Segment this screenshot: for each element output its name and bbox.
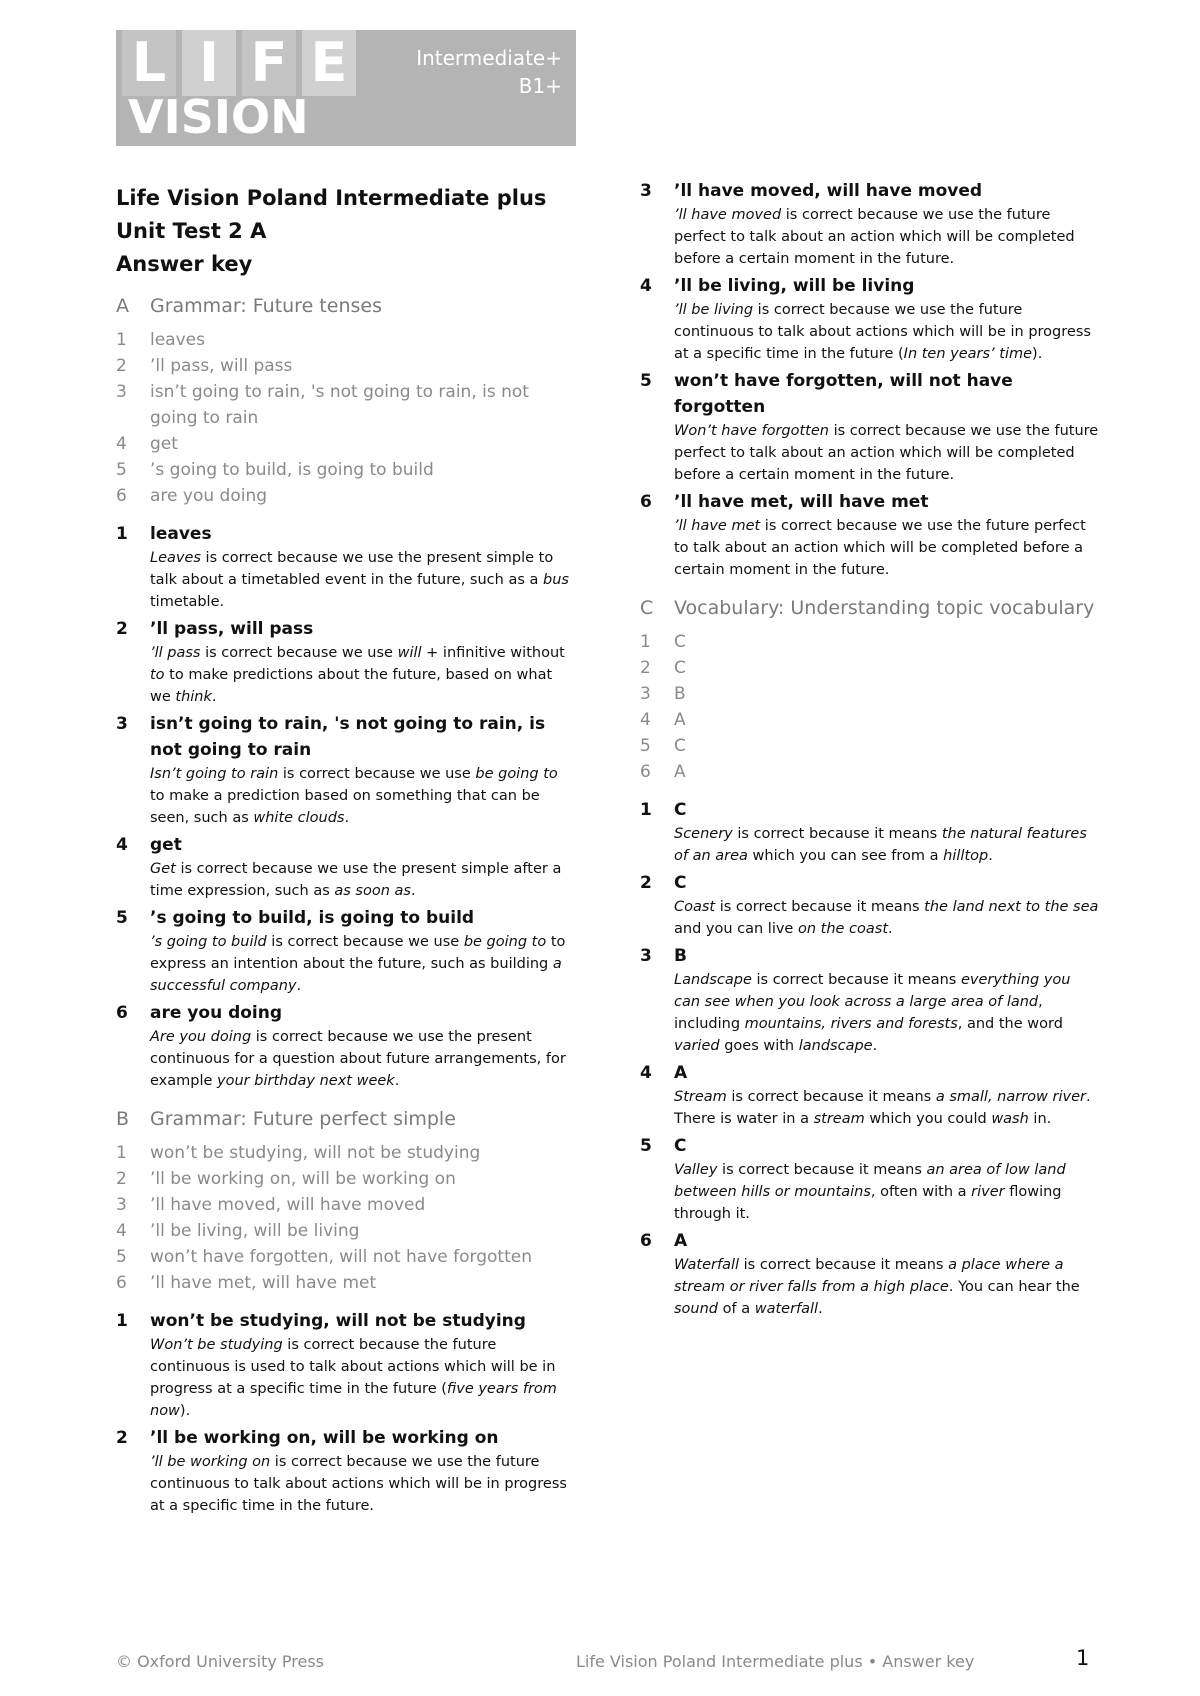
question-number: 4 xyxy=(116,434,127,454)
answer-item xyxy=(116,1308,576,1422)
answer-item xyxy=(640,178,1100,270)
answer-text: ’s going to build, is going to build xyxy=(150,908,475,928)
explanation-text: , including xyxy=(674,994,1043,1032)
answer-text: leaves xyxy=(150,524,212,544)
answer-number: 5 xyxy=(640,371,652,391)
answer-explanation xyxy=(150,1026,576,1092)
question-item xyxy=(640,733,1100,759)
answer-number: 6 xyxy=(640,1231,652,1251)
question-answer: ’ll have moved, will have moved xyxy=(150,1195,426,1215)
answer-body xyxy=(674,943,1100,1057)
answer-body xyxy=(674,870,1100,940)
answer-body xyxy=(674,178,1100,270)
section-a-heading xyxy=(116,289,576,323)
question-item xyxy=(116,431,576,457)
answer-explanation xyxy=(674,1086,1100,1130)
question-item xyxy=(116,1140,576,1166)
italic-term: the land next to the sea xyxy=(924,899,1099,915)
explanation-text: is correct because we use the present continuous for a question about future arrangements, for example xyxy=(150,1029,566,1089)
answer-number: 2 xyxy=(116,619,128,639)
answer-item xyxy=(640,1228,1100,1320)
question-item xyxy=(640,707,1100,733)
explanation-text: is correct because we use xyxy=(200,645,398,661)
italic-term: Get xyxy=(150,861,176,877)
question-item xyxy=(640,759,1100,785)
answer-text: are you doing xyxy=(150,1003,283,1023)
explanation-text: to make predictions about the future, based on what we xyxy=(150,667,553,705)
answer-explanation xyxy=(674,969,1100,1057)
italic-term: Landscape xyxy=(674,972,752,988)
answer-number: 1 xyxy=(640,800,652,820)
answer-body xyxy=(674,1228,1100,1320)
page-number: 1 xyxy=(1076,1646,1090,1670)
question-number: 6 xyxy=(116,486,127,506)
answer-number: 2 xyxy=(116,1428,128,1448)
answer-text: A xyxy=(674,1231,688,1251)
question-item xyxy=(116,1244,576,1270)
answer-number: 6 xyxy=(640,492,652,512)
logo-letter: F xyxy=(242,30,296,96)
question-item xyxy=(640,655,1100,681)
logo-word: VISION xyxy=(128,90,309,144)
logo-letter: I xyxy=(182,30,236,96)
question-number: 6 xyxy=(116,1273,127,1293)
question-number: 3 xyxy=(116,382,127,402)
explanation-text: which you can see from a xyxy=(747,848,944,864)
italic-term: ’s going to build xyxy=(150,934,267,950)
answer-explanation xyxy=(150,547,576,613)
answer-number: 2 xyxy=(640,873,652,893)
italic-term: Scenery xyxy=(674,826,733,842)
answer-item xyxy=(640,797,1100,867)
question-number: 2 xyxy=(640,658,651,678)
answer-text: C xyxy=(674,800,687,820)
question-answer: A xyxy=(674,762,686,782)
italic-term: sound xyxy=(674,1301,719,1317)
explanation-text: timetable. xyxy=(150,594,225,610)
life-vision-logo xyxy=(116,30,576,146)
explanation-text: is correct because it means xyxy=(726,1089,936,1105)
answer-item xyxy=(640,273,1100,365)
italic-term: ’ll pass xyxy=(150,645,201,661)
answer-explanation xyxy=(674,420,1100,486)
question-number: 5 xyxy=(116,1247,127,1267)
italic-term: as soon as xyxy=(334,883,411,899)
explanation-text: . xyxy=(296,978,302,994)
section-b-answer-list xyxy=(116,1308,576,1517)
question-answer: isn’t going to rain, 's not going to rain, is not going to rain xyxy=(150,382,529,428)
answer-number: 1 xyxy=(116,524,128,544)
question-number: 4 xyxy=(640,710,651,730)
answer-text: ’ll have met, will have met xyxy=(674,492,929,512)
answer-text: ’ll be working on, will be working on xyxy=(150,1428,499,1448)
explanation-text: is correct because we use the future perfect to talk about an action which will be completed before a certain moment in the future. xyxy=(674,423,1099,483)
logo-letter: L xyxy=(122,30,176,96)
answer-body xyxy=(674,1060,1100,1130)
answer-item xyxy=(116,1425,576,1517)
italic-term: white clouds xyxy=(253,810,345,826)
answer-number: 4 xyxy=(640,276,652,296)
section-c-heading xyxy=(640,591,1100,625)
answer-text: get xyxy=(150,835,182,855)
section-a-question-list xyxy=(116,327,576,509)
title-line-2: Unit Test 2 A xyxy=(116,219,267,243)
logo-letter: E xyxy=(302,30,356,96)
explanation-text: is correct because we use the future perfect to talk about an action which will be completed before a certain moment in the future. xyxy=(674,207,1075,267)
section-b-question-list xyxy=(116,1140,576,1296)
explanation-text: to make a prediction based on something that can be seen, such as xyxy=(150,788,540,826)
section-b-answer-list-continued xyxy=(640,178,1100,581)
answer-body xyxy=(150,1425,576,1517)
explanation-text: to express an intention about the future, such as building xyxy=(150,934,566,972)
question-item xyxy=(116,353,576,379)
level-line-2: B1+ xyxy=(518,74,562,98)
question-number: 1 xyxy=(116,330,127,350)
answer-body xyxy=(150,616,576,708)
italic-term: Valley xyxy=(674,1162,718,1178)
italic-term: Stream xyxy=(674,1089,727,1105)
section-title: Vocabulary: Understanding topic vocabulary xyxy=(674,597,1095,619)
answer-number: 4 xyxy=(116,835,128,855)
explanation-text: . xyxy=(344,810,350,826)
answer-number: 3 xyxy=(640,946,652,966)
answer-text: C xyxy=(674,1136,687,1156)
italic-term: to xyxy=(150,667,165,683)
explanation-text: . xyxy=(872,1038,878,1054)
answer-item xyxy=(116,711,576,829)
question-answer: ’ll be working on, will be working on xyxy=(150,1169,456,1189)
level-line-1: Intermediate+ xyxy=(416,46,562,70)
answer-item xyxy=(116,521,576,613)
explanation-text: . There is water in a xyxy=(674,1089,1091,1127)
answer-explanation xyxy=(674,515,1100,581)
answer-item xyxy=(116,1000,576,1092)
italic-term: In ten years’ time xyxy=(903,346,1033,362)
italic-term: river xyxy=(971,1184,1005,1200)
explanation-text: , often with a xyxy=(870,1184,972,1200)
question-item xyxy=(116,1192,576,1218)
answer-text: ’ll pass, will pass xyxy=(150,619,314,639)
question-item xyxy=(640,681,1100,707)
answer-number: 5 xyxy=(116,908,128,928)
explanation-text: is correct because we use the future perfect to talk about an action which will be completed before a certain moment in the future. xyxy=(674,518,1086,578)
italic-term: be going to xyxy=(475,766,558,782)
answer-body xyxy=(674,1133,1100,1225)
explanation-text: is correct because it means xyxy=(739,1257,949,1273)
italic-term: Won’t be studying xyxy=(150,1337,283,1353)
section-letter: A xyxy=(116,295,129,317)
explanation-text: + infinitive without xyxy=(421,645,565,661)
section-title: Grammar: Future perfect simple xyxy=(150,1108,456,1130)
question-answer: ’ll be living, will be living xyxy=(150,1221,360,1241)
question-answer: leaves xyxy=(150,330,205,350)
answer-text: won’t be studying, will not be studying xyxy=(150,1311,526,1331)
italic-term: five years from now xyxy=(150,1381,557,1419)
answer-explanation xyxy=(674,299,1100,365)
answer-item xyxy=(640,1060,1100,1130)
question-number: 5 xyxy=(640,736,651,756)
italic-term: hilltop xyxy=(943,848,989,864)
section-c-answer-list xyxy=(640,797,1100,1320)
italic-term: on the coast xyxy=(797,921,889,937)
answer-explanation xyxy=(150,931,576,997)
italic-term: bus xyxy=(543,572,569,588)
question-answer: ’ll have met, will have met xyxy=(150,1273,377,1293)
document-title xyxy=(116,182,576,281)
section-letter: C xyxy=(640,597,654,619)
section-letter: B xyxy=(116,1108,130,1130)
explanation-text: . xyxy=(888,921,893,937)
question-item xyxy=(116,327,576,353)
question-number: 1 xyxy=(640,632,651,652)
answer-explanation xyxy=(674,1254,1100,1320)
answer-body xyxy=(674,273,1100,365)
answer-body xyxy=(674,489,1100,581)
question-item xyxy=(116,1270,576,1296)
answer-text: ’ll be living, will be living xyxy=(674,276,915,296)
title-line-3: Answer key xyxy=(116,252,253,276)
answer-explanation xyxy=(674,204,1100,270)
answer-item xyxy=(116,616,576,708)
italic-term: will xyxy=(397,645,422,661)
answer-body xyxy=(674,368,1100,486)
italic-term: Won’t have forgotten xyxy=(674,423,829,439)
section-c-question-list xyxy=(640,629,1100,785)
question-item xyxy=(116,457,576,483)
explanation-text: is correct because we use the future continuous to talk about actions which will be in progress at a specific time in the future ( xyxy=(674,302,1091,362)
answer-body xyxy=(150,832,576,902)
answer-number: 5 xyxy=(640,1136,652,1156)
book-footer: Life Vision Poland Intermediate plus • Answer key xyxy=(576,1652,975,1671)
explanation-text: flowing through it. xyxy=(674,1184,1062,1222)
answer-item xyxy=(640,870,1100,940)
explanation-text: . xyxy=(394,1073,400,1089)
question-number: 6 xyxy=(640,762,651,782)
answer-item xyxy=(116,905,576,997)
explanation-text: is correct because we use xyxy=(278,766,476,782)
question-number: 1 xyxy=(116,1143,127,1163)
right-column xyxy=(640,178,1100,1323)
section-a-answer-list xyxy=(116,521,576,1092)
explanation-text: is correct because it means xyxy=(717,1162,927,1178)
answer-explanation xyxy=(674,823,1100,867)
logo-letters xyxy=(122,30,362,96)
italic-term: stream xyxy=(813,1111,865,1127)
answer-body xyxy=(674,797,1100,867)
copyright-footer: © Oxford University Press xyxy=(116,1652,325,1671)
explanation-text: is correct because it means xyxy=(715,899,925,915)
answer-item xyxy=(640,943,1100,1057)
answer-text: C xyxy=(674,873,687,893)
explanation-text: , and the word xyxy=(957,1016,1063,1032)
question-item xyxy=(116,483,576,509)
answer-text: A xyxy=(674,1063,688,1083)
title-line-1: Life Vision Poland Intermediate plus xyxy=(116,186,547,210)
italic-term: be going to xyxy=(463,934,547,950)
answer-explanation xyxy=(150,1334,576,1422)
italic-term: think xyxy=(175,689,212,705)
question-answer: C xyxy=(674,632,686,652)
explanation-text: in. xyxy=(1028,1111,1052,1127)
question-answer: ’s going to build, is going to build xyxy=(150,460,434,480)
question-answer: won’t have forgotten, will not have forgotten xyxy=(150,1247,532,1267)
question-item xyxy=(116,379,576,431)
answer-text: B xyxy=(674,946,687,966)
italic-term: the natural features of an area xyxy=(674,826,1087,864)
explanation-text: goes with xyxy=(719,1038,799,1054)
question-answer: C xyxy=(674,658,686,678)
italic-term: wash xyxy=(991,1111,1029,1127)
question-number: 2 xyxy=(116,1169,127,1189)
answer-body xyxy=(150,711,576,829)
explanation-text: . xyxy=(988,848,993,864)
level-label xyxy=(416,44,562,100)
italic-term: everything you can see when you look across a large area of land xyxy=(674,972,1071,1010)
italic-term: Isn’t going to rain xyxy=(150,766,279,782)
answer-explanation xyxy=(150,642,576,708)
answer-item xyxy=(116,832,576,902)
question-answer: won’t be studying, will not be studying xyxy=(150,1143,481,1163)
answer-body xyxy=(150,905,576,997)
answer-explanation xyxy=(674,1159,1100,1225)
question-item xyxy=(116,1218,576,1244)
question-number: 3 xyxy=(116,1195,127,1215)
italic-term: landscape xyxy=(798,1038,873,1054)
question-number: 5 xyxy=(116,460,127,480)
answer-number: 6 xyxy=(116,1003,128,1023)
section-b-heading xyxy=(116,1102,576,1136)
italic-term: ’ll have met xyxy=(674,518,761,534)
answer-explanation xyxy=(150,1451,576,1517)
explanation-text: . xyxy=(410,883,416,899)
italic-term: Are you doing xyxy=(150,1029,252,1045)
explanation-text: is correct because we use the present simple to talk about a timetabled event in the future, such as a xyxy=(150,550,554,588)
answer-number: 3 xyxy=(640,181,652,201)
answer-text: won’t have forgotten, will not have forgotten xyxy=(674,371,1013,417)
italic-term: Waterfall xyxy=(674,1257,740,1273)
explanation-text: is correct because we use the future continuous to talk about actions which will be in progress at a specific time in the future. xyxy=(150,1454,567,1514)
explanation-text: is correct because we use the present simple after a time expression, such as xyxy=(150,861,562,899)
answer-item xyxy=(640,1133,1100,1225)
question-answer: C xyxy=(674,736,686,756)
question-answer: get xyxy=(150,434,178,454)
italic-term: ’ll have moved xyxy=(674,207,782,223)
italic-term: ’ll be working on xyxy=(150,1454,271,1470)
question-item xyxy=(116,1166,576,1192)
explanation-text: of a xyxy=(718,1301,755,1317)
answer-number: 4 xyxy=(640,1063,652,1083)
answer-number: 1 xyxy=(116,1311,128,1331)
explanation-text: . xyxy=(211,689,217,705)
explanation-text: ). xyxy=(1032,346,1043,362)
left-column xyxy=(116,182,576,1520)
italic-term: mountains, rivers and forests xyxy=(744,1016,958,1032)
italic-term: a successful company xyxy=(150,956,562,994)
explanation-text: is correct because it means xyxy=(751,972,961,988)
question-answer: B xyxy=(674,684,686,704)
explanation-text: . You can hear the xyxy=(948,1279,1080,1295)
italic-term: your birthday next week xyxy=(217,1073,395,1089)
italic-term: a small, narrow river xyxy=(935,1089,1086,1105)
explanation-text: . xyxy=(818,1301,823,1317)
answer-text: isn’t going to rain, 's not going to rain, is not going to rain xyxy=(150,714,546,760)
answer-explanation xyxy=(674,896,1100,940)
answer-explanation xyxy=(150,858,576,902)
answer-explanation xyxy=(150,763,576,829)
explanation-text: and you can live xyxy=(674,921,798,937)
question-number: 4 xyxy=(116,1221,127,1241)
answer-body xyxy=(150,1308,576,1422)
italic-term: varied xyxy=(674,1038,720,1054)
answer-number: 3 xyxy=(116,714,128,734)
question-number: 2 xyxy=(116,356,127,376)
question-answer: A xyxy=(674,710,686,730)
italic-term: waterfall xyxy=(754,1301,819,1317)
explanation-text: is correct because we use xyxy=(266,934,464,950)
italic-term: ’ll be living xyxy=(674,302,754,318)
question-item xyxy=(640,629,1100,655)
section-title: Grammar: Future tenses xyxy=(150,295,382,317)
italic-term: an area of low land between hills or mountains xyxy=(674,1162,1066,1200)
answer-text: ’ll have moved, will have moved xyxy=(674,181,983,201)
italic-term: a place where a stream or river falls from a high place xyxy=(674,1257,1064,1295)
answer-body xyxy=(150,521,576,613)
explanation-text: is correct because it means xyxy=(732,826,942,842)
question-answer: are you doing xyxy=(150,486,268,506)
explanation-text: is correct because the future continuous is used to talk about actions which will be in progress at a specific time in the future ( xyxy=(150,1337,556,1397)
explanation-text: ). xyxy=(179,1403,191,1419)
italic-term: Coast xyxy=(674,899,716,915)
question-number: 3 xyxy=(640,684,651,704)
answer-item xyxy=(640,489,1100,581)
italic-term: Leaves xyxy=(150,550,201,566)
answer-body xyxy=(150,1000,576,1092)
explanation-text: which you could xyxy=(864,1111,992,1127)
answer-item xyxy=(640,368,1100,486)
question-answer: ’ll pass, will pass xyxy=(150,356,293,376)
